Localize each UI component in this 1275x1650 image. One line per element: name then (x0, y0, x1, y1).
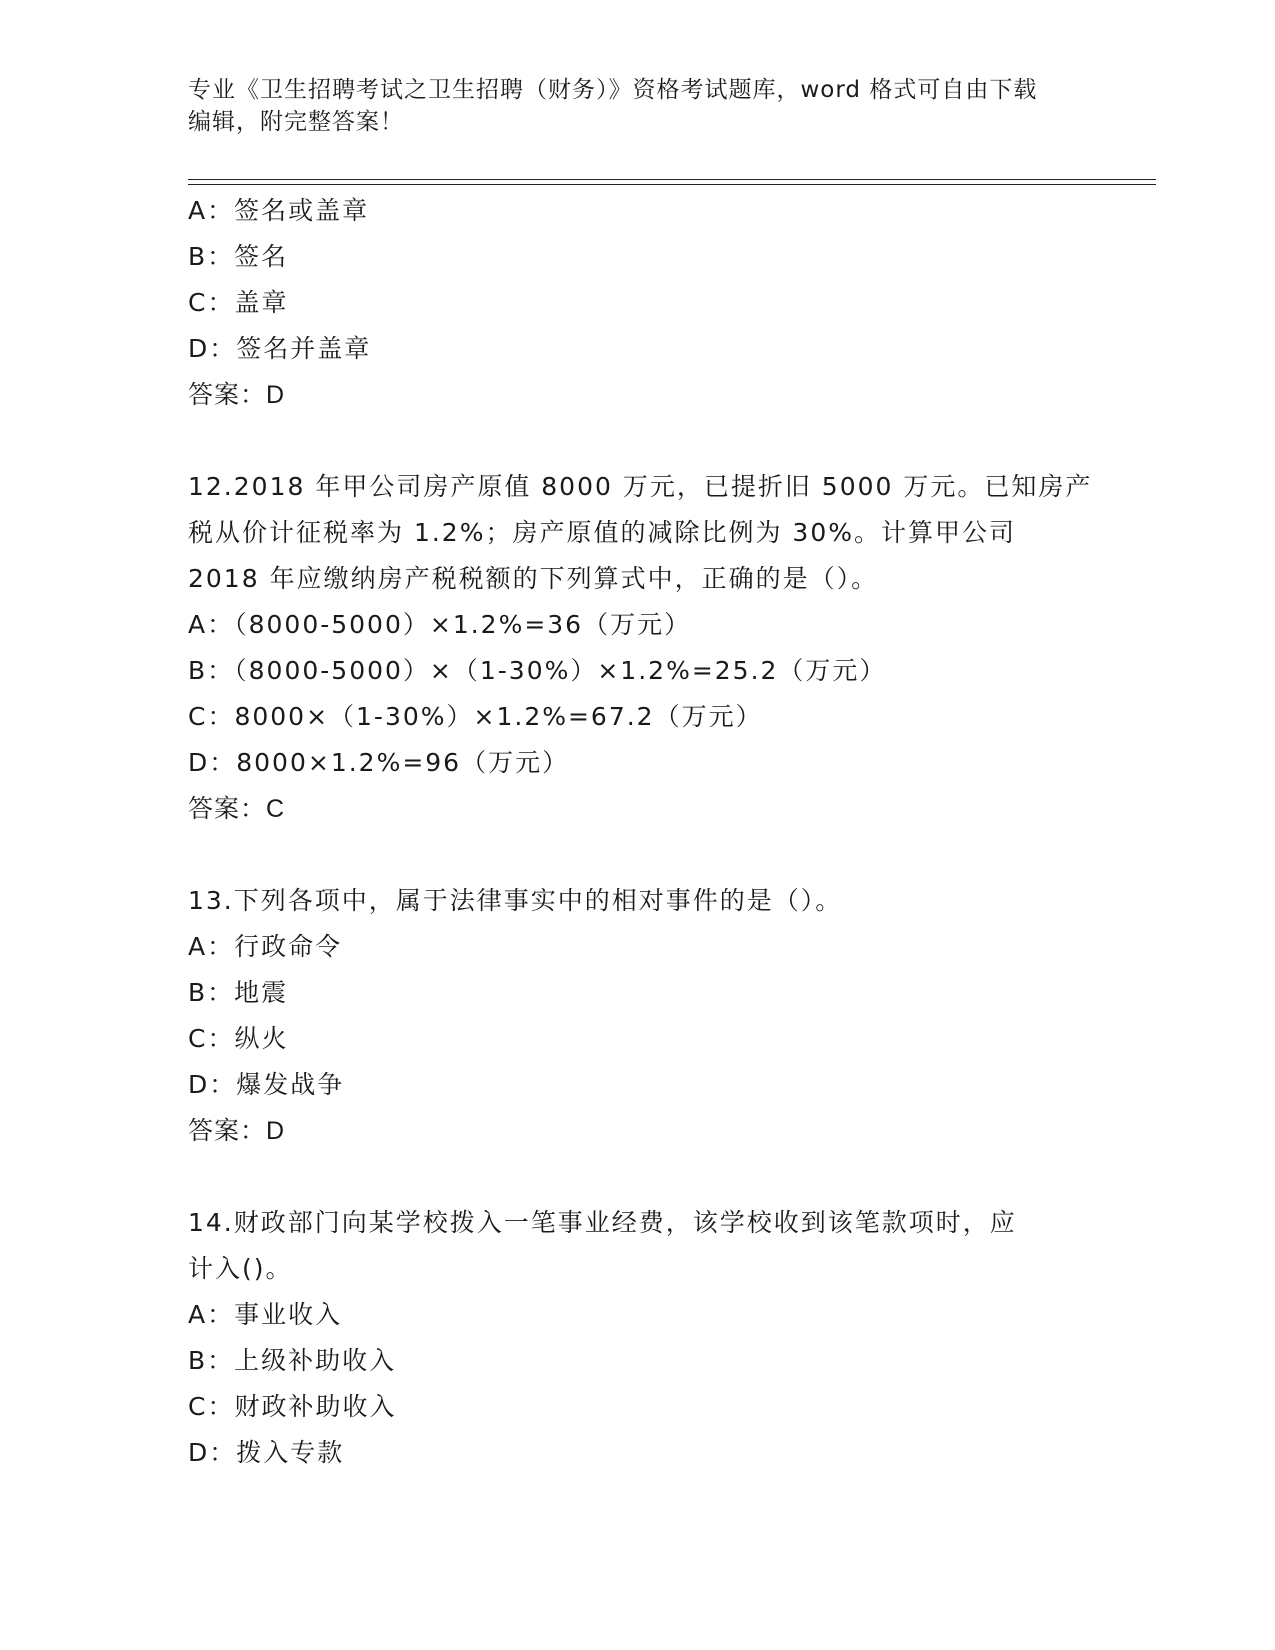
q12-stem-line-2: 税从价计征税率为 1.2%；房产原值的减除比例为 30%。计算甲公司 (188, 518, 1016, 547)
q14-option-a: A：事业收入 (188, 1300, 343, 1329)
q13-option-c: C：纵火 (188, 1024, 289, 1053)
header-line-1: 专业《卫生招聘考试之卫生招聘（财务）》资格考试题库，word 格式可自由下载 (188, 77, 1038, 103)
q12-answer: 答案：C (188, 795, 286, 823)
q12-option-d: D：8000×1.2%=96（万元） (188, 748, 570, 777)
q11-option-b: B：签名 (188, 242, 289, 271)
q13-option-d: D：爆发战争 (188, 1070, 345, 1099)
q14-stem-line-1: 14.财政部门向某学校拨入一笔事业经费，该学校收到该笔款项时，应 (188, 1208, 1017, 1237)
q12-option-c: C：8000×（1-30%）×1.2%=67.2（万元） (188, 702, 763, 731)
q12-stem-line-1: 12.2018 年甲公司房产原值 8000 万元，已提折旧 5000 万元。已知房产 (188, 472, 1093, 501)
header-divider-top (188, 179, 1156, 180)
q11-answer: 答案：D (188, 381, 286, 409)
q13-option-a: A：行政命令 (188, 932, 343, 961)
question-list (188, 188, 1093, 1476)
q13-stem-line-1: 13.下列各项中，属于法律事实中的相对事件的是（）。 (188, 886, 843, 915)
q11-option-a: A：签名或盖章 (188, 196, 370, 225)
question-13 (188, 878, 1088, 1154)
q11-option-d: D：签名并盖章 (188, 334, 372, 363)
spacer (188, 832, 1088, 878)
document-header (188, 74, 1068, 138)
question-11 (188, 188, 1088, 418)
q12-stem-line-3: 2018 年应缴纳房产税税额的下列算式中，正确的是（）。 (188, 564, 879, 593)
q13-answer: 答案：D (188, 1117, 286, 1145)
question-12 (188, 464, 1093, 832)
spacer (188, 1154, 1088, 1200)
header-divider-bottom (188, 184, 1156, 185)
header-line-2: 编辑，附完整答案！ (188, 109, 404, 135)
q14-stem-line-2: 计入()。 (188, 1254, 293, 1283)
q13-option-b: B：地震 (188, 978, 289, 1007)
q14-option-b: B：上级补助收入 (188, 1346, 397, 1375)
q12-option-b: B：（8000-5000）×（1-30%）×1.2%=25.2（万元） (188, 656, 887, 685)
question-14 (188, 1200, 1088, 1476)
spacer (188, 418, 1088, 464)
q12-option-a: A：（8000-5000）×1.2%=36（万元） (188, 610, 692, 639)
q14-option-d: D：拨入专款 (188, 1438, 345, 1467)
q14-option-c: C：财政补助收入 (188, 1392, 397, 1421)
q11-option-c: C：盖章 (188, 288, 289, 317)
